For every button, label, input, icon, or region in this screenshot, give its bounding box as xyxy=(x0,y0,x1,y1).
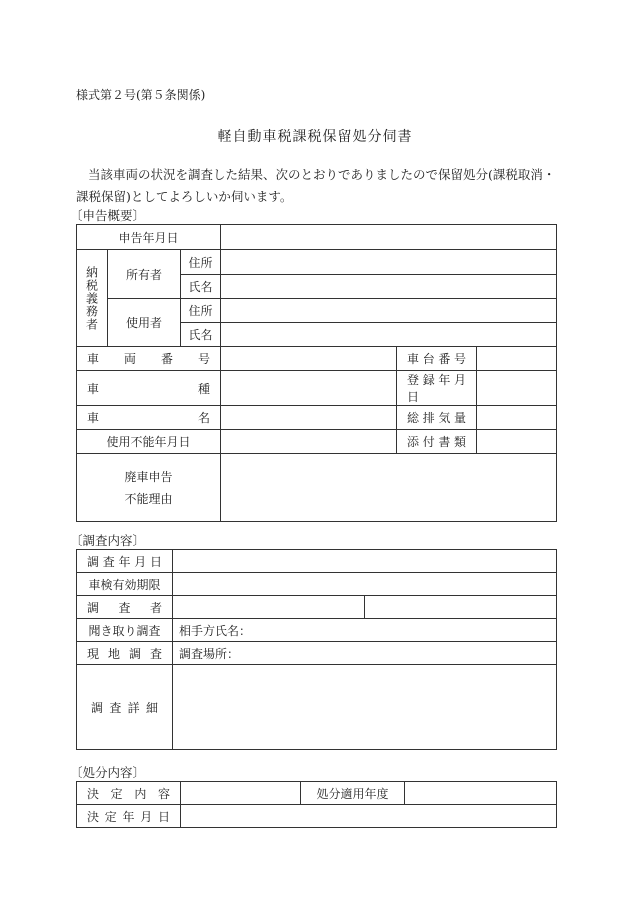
surveyor-label: 調査者 xyxy=(77,596,173,619)
form-number: 様式第２号(第５条関係) xyxy=(76,88,206,102)
section-heading-survey: 〔調査内容〕 xyxy=(70,533,146,548)
survey-place-label: 調査場所： xyxy=(179,646,240,661)
site-survey-label: 現地調査 xyxy=(77,642,173,665)
surveyor-field-1[interactable] xyxy=(173,596,365,619)
vehicle-number-label: 車両番号 xyxy=(77,347,221,371)
user-name-label: 氏名 xyxy=(181,323,221,347)
surveyor-field-2[interactable] xyxy=(365,596,557,619)
scrap-reason-field[interactable] xyxy=(221,454,557,522)
survey-date-field[interactable] xyxy=(173,550,557,573)
survey-place-field[interactable] xyxy=(173,642,557,665)
counterpart-name-field[interactable] xyxy=(173,619,557,642)
decision-field[interactable] xyxy=(181,782,301,805)
unusable-date-label: 使用不能年月日 xyxy=(77,430,221,454)
inspection-expiry-field[interactable] xyxy=(173,573,557,596)
filing-summary-table xyxy=(76,224,557,522)
user-address-field[interactable] xyxy=(221,299,557,323)
counterpart-name-label: 相手方氏名： xyxy=(179,623,252,638)
attachments-label: 添付書類 xyxy=(397,430,477,454)
attachments-field[interactable] xyxy=(477,430,557,454)
owner-label: 所有者 xyxy=(108,250,181,299)
unusable-date-field[interactable] xyxy=(221,430,397,454)
survey-table xyxy=(76,549,557,750)
filing-date-label: 申告年月日 xyxy=(77,225,221,250)
registration-date-field[interactable] xyxy=(477,371,557,406)
user-label: 使用者 xyxy=(108,299,181,347)
survey-details-label: 調査詳細 xyxy=(77,665,173,750)
interview-label: 聞き取り調査 xyxy=(77,619,173,642)
inspection-expiry-label: 車検有効期限 xyxy=(77,573,173,596)
chassis-number-label: 車台番号 xyxy=(397,347,477,371)
displacement-name-label: 車 名 xyxy=(77,406,221,430)
user-name-field[interactable] xyxy=(221,323,557,347)
owner-name-field[interactable] xyxy=(221,275,557,299)
vehicle-type-field[interactable] xyxy=(221,371,397,406)
decision-date-label: 決定年月日 xyxy=(77,805,181,828)
displacement-label: 総排気量 xyxy=(397,406,477,430)
survey-details-field[interactable] xyxy=(173,665,557,750)
intro-text: 当該車両の状況を調査した結果、次のとおりでありましたので保留処分(課税取消・課税保留)としてよろしいか伺います。 xyxy=(76,167,556,204)
owner-address-field[interactable] xyxy=(221,250,557,275)
vehicle-number-field[interactable] xyxy=(221,347,397,371)
survey-date-label: 調査年月日 xyxy=(77,550,173,573)
document-title: 軽自動車税課税保留処分伺書 xyxy=(217,129,413,145)
user-address-label: 住所 xyxy=(181,299,221,323)
filing-date-field[interactable] xyxy=(221,225,557,250)
taxpayer-label: 納税義務者 xyxy=(77,250,108,347)
owner-name-label: 氏名 xyxy=(181,275,221,299)
decision-date-field[interactable] xyxy=(181,805,557,828)
section-heading-filing: 〔申告概要〕 xyxy=(70,208,146,223)
vehicle-name-field[interactable] xyxy=(221,406,397,430)
decision-label: 決定内容 xyxy=(77,782,181,805)
fiscal-year-label: 処分適用年度 xyxy=(301,782,405,805)
registration-date-label: 登録年月日 xyxy=(397,371,477,406)
section-heading-disposition: 〔処分内容〕 xyxy=(70,765,146,780)
disposition-table xyxy=(76,781,557,828)
displacement-field[interactable] xyxy=(477,406,557,430)
owner-address-label: 住所 xyxy=(181,250,221,275)
chassis-number-field[interactable] xyxy=(477,347,557,371)
scrap-reason-label: 廃車申告 不能理由 xyxy=(77,454,221,522)
fiscal-year-field[interactable] xyxy=(405,782,557,805)
vehicle-type-label: 車種 xyxy=(77,371,221,406)
